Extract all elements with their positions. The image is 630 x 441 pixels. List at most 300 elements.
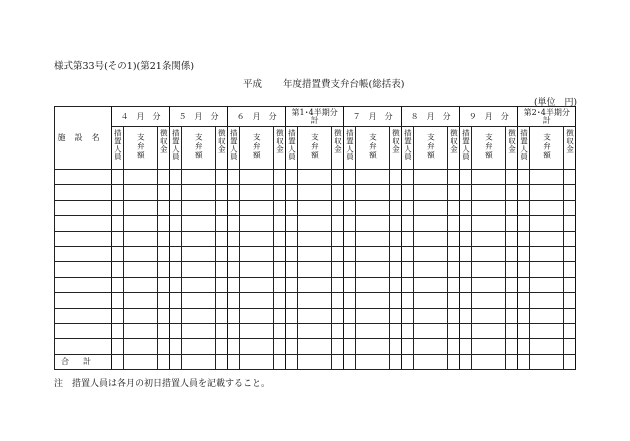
value-cell[interactable] xyxy=(506,185,518,200)
value-cell[interactable] xyxy=(460,185,472,200)
value-cell[interactable] xyxy=(448,185,460,200)
value-cell[interactable] xyxy=(402,200,414,215)
value-cell[interactable] xyxy=(158,216,170,231)
value-cell[interactable] xyxy=(518,216,530,231)
value-cell[interactable] xyxy=(414,277,448,292)
value-cell[interactable] xyxy=(124,216,158,231)
value-cell[interactable] xyxy=(240,277,274,292)
value-cell[interactable] xyxy=(286,293,298,308)
value-cell[interactable] xyxy=(158,277,170,292)
value-cell[interactable] xyxy=(506,339,518,354)
value-cell[interactable] xyxy=(356,200,390,215)
value-cell[interactable] xyxy=(472,277,506,292)
value-cell[interactable] xyxy=(530,339,564,354)
total-value-cell[interactable] xyxy=(390,354,402,370)
value-cell[interactable] xyxy=(228,323,240,338)
value-cell[interactable] xyxy=(286,262,298,277)
value-cell[interactable] xyxy=(240,231,274,246)
value-cell[interactable] xyxy=(228,200,240,215)
value-cell[interactable] xyxy=(402,277,414,292)
value-cell[interactable] xyxy=(414,200,448,215)
value-cell[interactable] xyxy=(564,293,576,308)
value-cell[interactable] xyxy=(228,277,240,292)
value-cell[interactable] xyxy=(332,246,344,261)
total-value-cell[interactable] xyxy=(124,354,158,370)
value-cell[interactable] xyxy=(356,293,390,308)
value-cell[interactable] xyxy=(414,246,448,261)
total-value-cell[interactable] xyxy=(448,354,460,370)
value-cell[interactable] xyxy=(228,308,240,323)
value-cell[interactable] xyxy=(298,231,332,246)
value-cell[interactable] xyxy=(518,170,530,185)
value-cell[interactable] xyxy=(298,308,332,323)
value-cell[interactable] xyxy=(390,323,402,338)
value-cell[interactable] xyxy=(390,262,402,277)
value-cell[interactable] xyxy=(390,246,402,261)
value-cell[interactable] xyxy=(460,262,472,277)
value-cell[interactable] xyxy=(124,231,158,246)
value-cell[interactable] xyxy=(158,246,170,261)
value-cell[interactable] xyxy=(286,246,298,261)
value-cell[interactable] xyxy=(158,293,170,308)
value-cell[interactable] xyxy=(518,277,530,292)
value-cell[interactable] xyxy=(344,231,356,246)
value-cell[interactable] xyxy=(124,293,158,308)
value-cell[interactable] xyxy=(286,200,298,215)
value-cell[interactable] xyxy=(158,323,170,338)
value-cell[interactable] xyxy=(472,323,506,338)
value-cell[interactable] xyxy=(228,185,240,200)
value-cell[interactable] xyxy=(228,262,240,277)
value-cell[interactable] xyxy=(158,339,170,354)
total-value-cell[interactable] xyxy=(332,354,344,370)
value-cell[interactable] xyxy=(414,231,448,246)
value-cell[interactable] xyxy=(356,308,390,323)
facility-cell[interactable] xyxy=(55,308,112,323)
value-cell[interactable] xyxy=(298,323,332,338)
value-cell[interactable] xyxy=(182,339,216,354)
value-cell[interactable] xyxy=(298,262,332,277)
value-cell[interactable] xyxy=(216,277,228,292)
total-value-cell[interactable] xyxy=(170,354,182,370)
value-cell[interactable] xyxy=(182,277,216,292)
value-cell[interactable] xyxy=(448,246,460,261)
value-cell[interactable] xyxy=(414,308,448,323)
value-cell[interactable] xyxy=(228,170,240,185)
value-cell[interactable] xyxy=(216,323,228,338)
value-cell[interactable] xyxy=(472,200,506,215)
value-cell[interactable] xyxy=(298,246,332,261)
value-cell[interactable] xyxy=(112,323,124,338)
value-cell[interactable] xyxy=(240,262,274,277)
value-cell[interactable] xyxy=(356,246,390,261)
total-value-cell[interactable] xyxy=(506,354,518,370)
value-cell[interactable] xyxy=(390,200,402,215)
value-cell[interactable] xyxy=(564,246,576,261)
value-cell[interactable] xyxy=(240,200,274,215)
facility-cell[interactable] xyxy=(55,185,112,200)
value-cell[interactable] xyxy=(298,277,332,292)
value-cell[interactable] xyxy=(472,339,506,354)
value-cell[interactable] xyxy=(240,170,274,185)
value-cell[interactable] xyxy=(112,262,124,277)
value-cell[interactable] xyxy=(390,308,402,323)
value-cell[interactable] xyxy=(564,231,576,246)
value-cell[interactable] xyxy=(506,308,518,323)
value-cell[interactable] xyxy=(216,339,228,354)
value-cell[interactable] xyxy=(530,170,564,185)
value-cell[interactable] xyxy=(240,323,274,338)
value-cell[interactable] xyxy=(124,262,158,277)
value-cell[interactable] xyxy=(390,339,402,354)
value-cell[interactable] xyxy=(182,262,216,277)
value-cell[interactable] xyxy=(344,323,356,338)
value-cell[interactable] xyxy=(460,231,472,246)
value-cell[interactable] xyxy=(402,262,414,277)
value-cell[interactable] xyxy=(332,308,344,323)
value-cell[interactable] xyxy=(228,216,240,231)
value-cell[interactable] xyxy=(298,170,332,185)
value-cell[interactable] xyxy=(390,216,402,231)
value-cell[interactable] xyxy=(274,262,286,277)
value-cell[interactable] xyxy=(530,262,564,277)
value-cell[interactable] xyxy=(124,277,158,292)
value-cell[interactable] xyxy=(356,277,390,292)
value-cell[interactable] xyxy=(332,216,344,231)
value-cell[interactable] xyxy=(356,323,390,338)
value-cell[interactable] xyxy=(402,216,414,231)
value-cell[interactable] xyxy=(158,170,170,185)
value-cell[interactable] xyxy=(344,262,356,277)
value-cell[interactable] xyxy=(460,277,472,292)
value-cell[interactable] xyxy=(460,200,472,215)
value-cell[interactable] xyxy=(390,277,402,292)
value-cell[interactable] xyxy=(182,231,216,246)
value-cell[interactable] xyxy=(460,246,472,261)
total-value-cell[interactable] xyxy=(344,354,356,370)
facility-cell[interactable] xyxy=(55,231,112,246)
value-cell[interactable] xyxy=(182,323,216,338)
value-cell[interactable] xyxy=(112,231,124,246)
value-cell[interactable] xyxy=(356,216,390,231)
value-cell[interactable] xyxy=(112,308,124,323)
total-value-cell[interactable] xyxy=(228,354,240,370)
value-cell[interactable] xyxy=(414,262,448,277)
value-cell[interactable] xyxy=(506,246,518,261)
value-cell[interactable] xyxy=(506,231,518,246)
value-cell[interactable] xyxy=(460,216,472,231)
facility-cell[interactable] xyxy=(55,200,112,215)
value-cell[interactable] xyxy=(460,323,472,338)
value-cell[interactable] xyxy=(274,216,286,231)
value-cell[interactable] xyxy=(274,231,286,246)
total-value-cell[interactable] xyxy=(298,354,332,370)
value-cell[interactable] xyxy=(182,246,216,261)
value-cell[interactable] xyxy=(530,308,564,323)
value-cell[interactable] xyxy=(240,339,274,354)
value-cell[interactable] xyxy=(112,200,124,215)
total-value-cell[interactable] xyxy=(460,354,472,370)
value-cell[interactable] xyxy=(564,339,576,354)
value-cell[interactable] xyxy=(216,262,228,277)
total-value-cell[interactable] xyxy=(518,354,530,370)
value-cell[interactable] xyxy=(124,185,158,200)
value-cell[interactable] xyxy=(112,277,124,292)
value-cell[interactable] xyxy=(216,246,228,261)
value-cell[interactable] xyxy=(518,339,530,354)
value-cell[interactable] xyxy=(182,170,216,185)
facility-cell[interactable] xyxy=(55,216,112,231)
value-cell[interactable] xyxy=(332,323,344,338)
value-cell[interactable] xyxy=(518,231,530,246)
value-cell[interactable] xyxy=(414,170,448,185)
facility-cell[interactable] xyxy=(55,323,112,338)
value-cell[interactable] xyxy=(298,216,332,231)
value-cell[interactable] xyxy=(170,262,182,277)
facility-cell[interactable] xyxy=(55,293,112,308)
value-cell[interactable] xyxy=(240,216,274,231)
value-cell[interactable] xyxy=(414,339,448,354)
value-cell[interactable] xyxy=(460,293,472,308)
value-cell[interactable] xyxy=(472,293,506,308)
value-cell[interactable] xyxy=(518,323,530,338)
value-cell[interactable] xyxy=(124,323,158,338)
value-cell[interactable] xyxy=(530,246,564,261)
value-cell[interactable] xyxy=(332,170,344,185)
value-cell[interactable] xyxy=(158,231,170,246)
value-cell[interactable] xyxy=(460,170,472,185)
value-cell[interactable] xyxy=(460,308,472,323)
value-cell[interactable] xyxy=(414,216,448,231)
value-cell[interactable] xyxy=(518,308,530,323)
value-cell[interactable] xyxy=(448,339,460,354)
value-cell[interactable] xyxy=(112,170,124,185)
value-cell[interactable] xyxy=(124,200,158,215)
value-cell[interactable] xyxy=(112,246,124,261)
value-cell[interactable] xyxy=(216,185,228,200)
value-cell[interactable] xyxy=(158,262,170,277)
value-cell[interactable] xyxy=(344,339,356,354)
facility-cell[interactable] xyxy=(55,262,112,277)
value-cell[interactable] xyxy=(356,185,390,200)
value-cell[interactable] xyxy=(216,170,228,185)
value-cell[interactable] xyxy=(344,200,356,215)
value-cell[interactable] xyxy=(170,339,182,354)
value-cell[interactable] xyxy=(170,323,182,338)
total-value-cell[interactable] xyxy=(240,354,274,370)
value-cell[interactable] xyxy=(564,200,576,215)
value-cell[interactable] xyxy=(414,185,448,200)
value-cell[interactable] xyxy=(518,200,530,215)
value-cell[interactable] xyxy=(448,293,460,308)
value-cell[interactable] xyxy=(390,293,402,308)
total-value-cell[interactable] xyxy=(414,354,448,370)
facility-cell[interactable] xyxy=(55,339,112,354)
value-cell[interactable] xyxy=(402,293,414,308)
value-cell[interactable] xyxy=(506,200,518,215)
value-cell[interactable] xyxy=(332,277,344,292)
value-cell[interactable] xyxy=(564,262,576,277)
value-cell[interactable] xyxy=(530,200,564,215)
value-cell[interactable] xyxy=(228,246,240,261)
value-cell[interactable] xyxy=(298,293,332,308)
value-cell[interactable] xyxy=(112,339,124,354)
value-cell[interactable] xyxy=(530,231,564,246)
value-cell[interactable] xyxy=(506,323,518,338)
value-cell[interactable] xyxy=(170,277,182,292)
value-cell[interactable] xyxy=(216,216,228,231)
value-cell[interactable] xyxy=(216,231,228,246)
value-cell[interactable] xyxy=(530,293,564,308)
facility-cell[interactable] xyxy=(55,170,112,185)
value-cell[interactable] xyxy=(472,185,506,200)
value-cell[interactable] xyxy=(448,323,460,338)
value-cell[interactable] xyxy=(286,323,298,338)
total-value-cell[interactable] xyxy=(356,354,390,370)
value-cell[interactable] xyxy=(506,262,518,277)
value-cell[interactable] xyxy=(530,277,564,292)
value-cell[interactable] xyxy=(390,231,402,246)
value-cell[interactable] xyxy=(228,293,240,308)
value-cell[interactable] xyxy=(240,185,274,200)
value-cell[interactable] xyxy=(402,339,414,354)
value-cell[interactable] xyxy=(332,339,344,354)
value-cell[interactable] xyxy=(274,277,286,292)
value-cell[interactable] xyxy=(564,185,576,200)
value-cell[interactable] xyxy=(472,262,506,277)
total-value-cell[interactable] xyxy=(274,354,286,370)
value-cell[interactable] xyxy=(274,323,286,338)
total-value-cell[interactable] xyxy=(182,354,216,370)
value-cell[interactable] xyxy=(472,216,506,231)
value-cell[interactable] xyxy=(518,293,530,308)
total-value-cell[interactable] xyxy=(402,354,414,370)
value-cell[interactable] xyxy=(448,308,460,323)
value-cell[interactable] xyxy=(506,293,518,308)
value-cell[interactable] xyxy=(472,246,506,261)
value-cell[interactable] xyxy=(356,262,390,277)
value-cell[interactable] xyxy=(472,170,506,185)
value-cell[interactable] xyxy=(564,216,576,231)
value-cell[interactable] xyxy=(124,308,158,323)
value-cell[interactable] xyxy=(240,308,274,323)
value-cell[interactable] xyxy=(402,231,414,246)
value-cell[interactable] xyxy=(448,216,460,231)
value-cell[interactable] xyxy=(344,293,356,308)
value-cell[interactable] xyxy=(402,323,414,338)
value-cell[interactable] xyxy=(286,231,298,246)
value-cell[interactable] xyxy=(170,200,182,215)
value-cell[interactable] xyxy=(390,185,402,200)
value-cell[interactable] xyxy=(448,170,460,185)
value-cell[interactable] xyxy=(564,323,576,338)
value-cell[interactable] xyxy=(170,185,182,200)
value-cell[interactable] xyxy=(402,170,414,185)
value-cell[interactable] xyxy=(332,185,344,200)
total-value-cell[interactable] xyxy=(158,354,170,370)
value-cell[interactable] xyxy=(414,293,448,308)
value-cell[interactable] xyxy=(182,216,216,231)
total-value-cell[interactable] xyxy=(286,354,298,370)
value-cell[interactable] xyxy=(414,323,448,338)
value-cell[interactable] xyxy=(332,231,344,246)
value-cell[interactable] xyxy=(124,246,158,261)
total-value-cell[interactable] xyxy=(112,354,124,370)
value-cell[interactable] xyxy=(402,308,414,323)
value-cell[interactable] xyxy=(518,262,530,277)
value-cell[interactable] xyxy=(356,339,390,354)
value-cell[interactable] xyxy=(274,185,286,200)
total-value-cell[interactable] xyxy=(472,354,506,370)
value-cell[interactable] xyxy=(298,339,332,354)
value-cell[interactable] xyxy=(170,308,182,323)
value-cell[interactable] xyxy=(402,246,414,261)
value-cell[interactable] xyxy=(460,339,472,354)
value-cell[interactable] xyxy=(530,323,564,338)
value-cell[interactable] xyxy=(530,185,564,200)
value-cell[interactable] xyxy=(344,277,356,292)
value-cell[interactable] xyxy=(240,293,274,308)
value-cell[interactable] xyxy=(170,216,182,231)
value-cell[interactable] xyxy=(298,185,332,200)
value-cell[interactable] xyxy=(274,293,286,308)
value-cell[interactable] xyxy=(390,170,402,185)
value-cell[interactable] xyxy=(112,293,124,308)
value-cell[interactable] xyxy=(216,293,228,308)
value-cell[interactable] xyxy=(112,216,124,231)
value-cell[interactable] xyxy=(472,231,506,246)
value-cell[interactable] xyxy=(182,185,216,200)
value-cell[interactable] xyxy=(274,170,286,185)
value-cell[interactable] xyxy=(286,308,298,323)
value-cell[interactable] xyxy=(530,216,564,231)
value-cell[interactable] xyxy=(286,339,298,354)
value-cell[interactable] xyxy=(170,231,182,246)
value-cell[interactable] xyxy=(332,293,344,308)
total-value-cell[interactable] xyxy=(530,354,564,370)
value-cell[interactable] xyxy=(332,200,344,215)
value-cell[interactable] xyxy=(158,308,170,323)
facility-cell[interactable] xyxy=(55,246,112,261)
value-cell[interactable] xyxy=(356,170,390,185)
value-cell[interactable] xyxy=(344,216,356,231)
value-cell[interactable] xyxy=(298,200,332,215)
value-cell[interactable] xyxy=(332,262,344,277)
value-cell[interactable] xyxy=(182,293,216,308)
value-cell[interactable] xyxy=(356,231,390,246)
value-cell[interactable] xyxy=(344,170,356,185)
value-cell[interactable] xyxy=(240,246,274,261)
value-cell[interactable] xyxy=(448,277,460,292)
value-cell[interactable] xyxy=(402,185,414,200)
facility-cell[interactable] xyxy=(55,277,112,292)
value-cell[interactable] xyxy=(564,308,576,323)
value-cell[interactable] xyxy=(286,185,298,200)
value-cell[interactable] xyxy=(344,308,356,323)
value-cell[interactable] xyxy=(506,216,518,231)
value-cell[interactable] xyxy=(472,308,506,323)
value-cell[interactable] xyxy=(124,339,158,354)
value-cell[interactable] xyxy=(448,200,460,215)
value-cell[interactable] xyxy=(170,170,182,185)
value-cell[interactable] xyxy=(216,308,228,323)
total-value-cell[interactable] xyxy=(216,354,228,370)
value-cell[interactable] xyxy=(564,170,576,185)
value-cell[interactable] xyxy=(170,246,182,261)
value-cell[interactable] xyxy=(518,246,530,261)
value-cell[interactable] xyxy=(274,200,286,215)
value-cell[interactable] xyxy=(506,277,518,292)
